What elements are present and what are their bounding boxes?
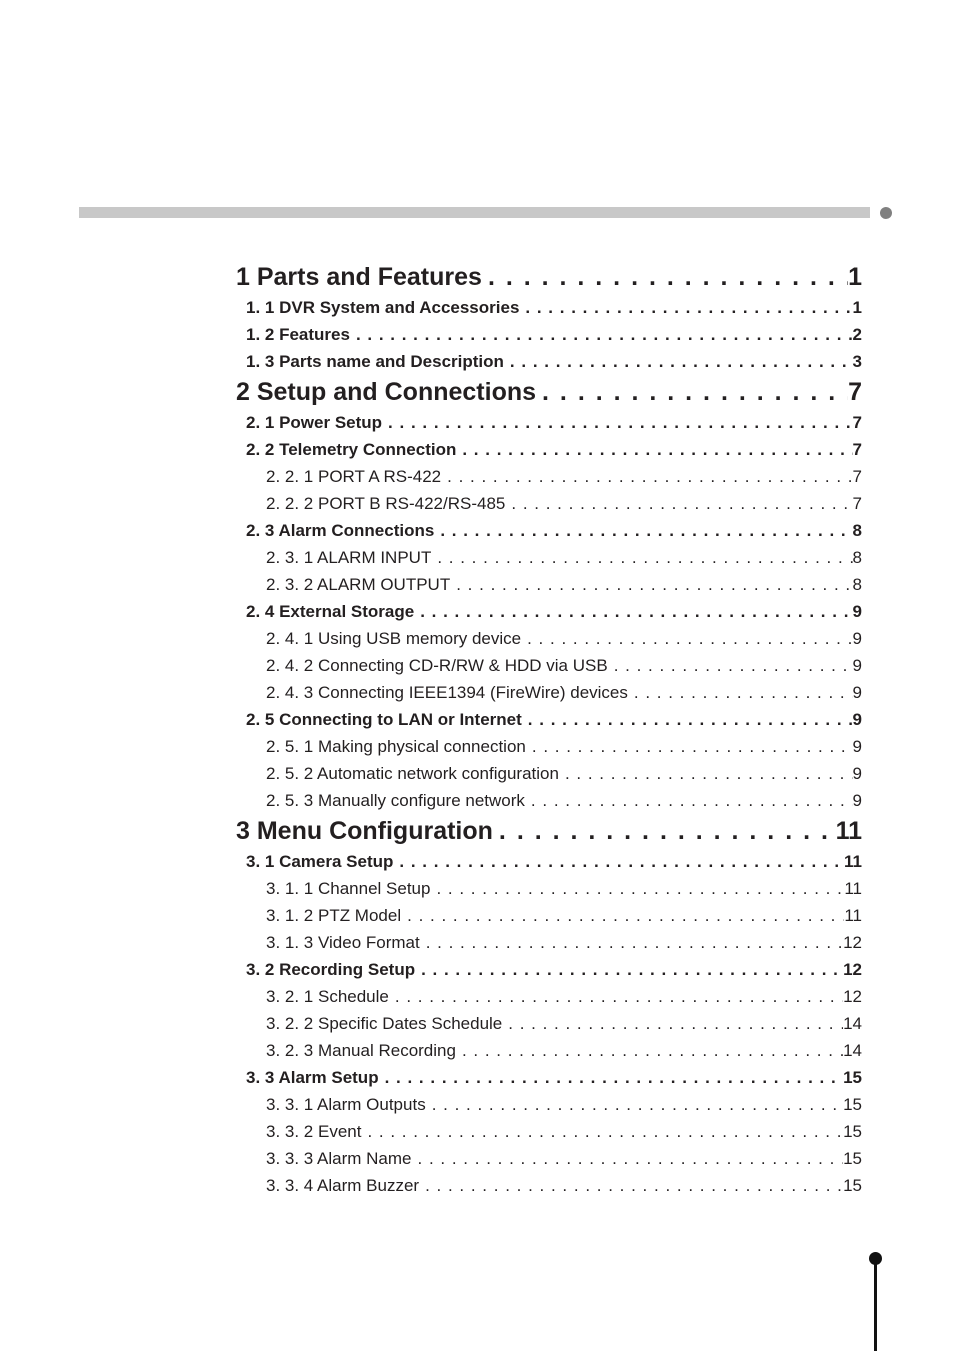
- toc-entry-level-3[interactable]: [236, 1118, 862, 1145]
- toc-entry-level-3[interactable]: [236, 787, 862, 814]
- dot-leader: [399, 848, 844, 875]
- toc-entry-level-3[interactable]: [236, 1037, 862, 1064]
- toc-entry-page-number: 15: [843, 1149, 862, 1168]
- toc-entry-page-number: 15: [843, 1068, 862, 1087]
- toc-entry-level-3[interactable]: [236, 625, 862, 652]
- toc-entry-page-number: 9: [852, 629, 862, 648]
- toc-entry-page-number: 9: [852, 764, 862, 783]
- toc-entry-title: 2. 4. 2 Connecting CD-R/RW & HDD via USB: [266, 656, 608, 675]
- toc-entry-page-number: 12: [843, 933, 862, 952]
- toc-entry-title: 1. 3 Parts name and Description: [246, 352, 504, 371]
- toc-entry-title: 3. 1 Camera Setup: [246, 852, 394, 871]
- dot-leader: [395, 983, 843, 1010]
- toc-entry-level-3[interactable]: [236, 463, 862, 490]
- table-of-contents: [236, 262, 862, 1199]
- dot-leader: [420, 598, 852, 625]
- toc-entry-page-number: 9: [852, 683, 862, 702]
- toc-entry-level-2[interactable]: [236, 348, 862, 375]
- toc-entry-page-number: 8: [852, 548, 862, 567]
- dot-leader: [456, 571, 852, 598]
- toc-entry-level-3[interactable]: [236, 760, 862, 787]
- toc-entry-level-3[interactable]: [236, 571, 862, 598]
- toc-entry-level-2[interactable]: [236, 598, 862, 625]
- dot-leader: [634, 679, 853, 706]
- toc-entry-title: 2. 2. 2 PORT B RS-422/RS-485: [266, 494, 506, 513]
- dot-leader: [528, 706, 853, 733]
- dot-leader: [488, 262, 848, 292]
- dot-leader: [385, 1064, 843, 1091]
- toc-entry-level-2[interactable]: [236, 321, 862, 348]
- toc-entry-title: 2. 4. 1 Using USB memory device: [266, 629, 522, 648]
- toc-entry-title: 2. 5. 3 Manually configure network: [266, 791, 525, 810]
- toc-entry-page-number: 9: [852, 710, 862, 729]
- toc-entry-page-number: 14: [843, 1041, 862, 1060]
- toc-entry-title: 2. 5 Connecting to LAN or Internet: [246, 710, 522, 729]
- toc-entry-level-2[interactable]: [236, 409, 862, 436]
- toc-entry-level-3[interactable]: [236, 929, 862, 956]
- toc-entry-level-3[interactable]: [236, 1145, 862, 1172]
- toc-entry-level-1[interactable]: [236, 377, 862, 407]
- toc-entry-title: 3. 3. 3 Alarm Name: [266, 1149, 412, 1168]
- dot-leader: [511, 490, 852, 517]
- toc-entry-title: 2. 5. 2 Automatic network configuration: [266, 764, 559, 783]
- toc-entry-title: 3 Menu Configuration: [236, 817, 493, 845]
- dot-leader: [462, 1037, 843, 1064]
- toc-entry-level-3[interactable]: [236, 1172, 862, 1199]
- toc-entry-title: 2. 5. 1 Making physical connection: [266, 737, 526, 756]
- toc-entry-title: 3. 2. 3 Manual Recording: [266, 1041, 456, 1060]
- dot-leader: [407, 902, 844, 929]
- header-rule: [79, 207, 870, 218]
- toc-entry-page-number: 15: [843, 1176, 862, 1195]
- dot-leader: [356, 321, 853, 348]
- toc-entry-page-number: 15: [843, 1095, 862, 1114]
- toc-entry-page-number: 7: [848, 378, 862, 406]
- dot-leader: [614, 652, 853, 679]
- toc-entry-title: 2. 3. 1 ALARM INPUT: [266, 548, 432, 567]
- toc-entry-page-number: 11: [835, 817, 862, 845]
- dot-leader: [436, 875, 844, 902]
- dot-leader: [418, 1145, 844, 1172]
- dot-leader: [440, 517, 852, 544]
- dot-leader: [531, 787, 853, 814]
- dot-leader: [426, 929, 843, 956]
- toc-entry-title: 3. 1. 1 Channel Setup: [266, 879, 431, 898]
- toc-entry-page-number: 11: [844, 852, 862, 871]
- toc-entry-level-2[interactable]: [236, 436, 862, 463]
- dot-leader: [388, 409, 852, 436]
- toc-entry-title: 3. 3. 1 Alarm Outputs: [266, 1095, 426, 1114]
- toc-entry-level-3[interactable]: [236, 1010, 862, 1037]
- toc-entry-level-2[interactable]: [236, 1064, 862, 1091]
- toc-entry-page-number: 7: [852, 494, 862, 513]
- toc-entry-page-number: 1: [848, 263, 862, 291]
- toc-entry-page-number: 11: [844, 879, 862, 898]
- toc-entry-title: 3. 1. 3 Video Format: [266, 933, 420, 952]
- toc-entry-level-3[interactable]: [236, 875, 862, 902]
- toc-entry-title: 2. 2 Telemetry Connection: [246, 440, 457, 459]
- toc-entry-title: 3. 2. 1 Schedule: [266, 987, 389, 1006]
- toc-entry-level-3[interactable]: [236, 544, 862, 571]
- dot-leader: [421, 956, 843, 983]
- toc-entry-title: 2. 4. 3 Connecting IEEE1394 (FireWire) devices: [266, 683, 628, 702]
- toc-entry-page-number: 7: [852, 440, 862, 459]
- toc-entry-page-number: 2: [852, 325, 862, 344]
- toc-entry-level-3[interactable]: [236, 902, 862, 929]
- dot-leader: [532, 733, 853, 760]
- dot-leader: [525, 294, 852, 321]
- toc-entry-level-3[interactable]: [236, 679, 862, 706]
- toc-entry-title: 2. 2. 1 PORT A RS-422: [266, 467, 442, 486]
- toc-entry-page-number: 14: [843, 1014, 862, 1033]
- toc-entry-page-number: 1: [852, 298, 862, 317]
- toc-entry-level-2[interactable]: [236, 956, 862, 983]
- dot-leader: [542, 377, 848, 407]
- toc-entry-title: 3. 2 Recording Setup: [246, 960, 416, 979]
- toc-entry-page-number: 9: [852, 737, 862, 756]
- toc-entry-page-number: 7: [852, 413, 862, 432]
- dot-leader: [510, 348, 853, 375]
- toc-entry-title: 1 Parts and Features: [236, 263, 482, 291]
- toc-entry-title: 3. 1. 2 PTZ Model: [266, 906, 402, 925]
- toc-entry-page-number: 8: [852, 575, 862, 594]
- toc-entry-title: 3. 3. 2 Event: [266, 1122, 362, 1141]
- toc-entry-level-3[interactable]: [236, 1091, 862, 1118]
- toc-entry-page-number: 7: [852, 467, 862, 486]
- toc-entry-title: 2. 1 Power Setup: [246, 413, 383, 432]
- toc-entry-page-number: 12: [843, 987, 862, 1006]
- header-dot: [880, 207, 892, 219]
- toc-entry-title: 1. 1 DVR System and Accessories: [246, 298, 520, 317]
- toc-entry-page-number: 12: [843, 960, 862, 979]
- toc-entry-level-2[interactable]: [236, 294, 862, 321]
- dot-leader: [565, 760, 853, 787]
- toc-entry-page-number: 9: [852, 656, 862, 675]
- toc-entry-title: 3. 3. 4 Alarm Buzzer: [266, 1176, 420, 1195]
- dot-leader: [462, 436, 852, 463]
- toc-entry-page-number: 11: [844, 906, 862, 925]
- toc-entry-level-1[interactable]: [236, 262, 862, 292]
- toc-entry-title: 3. 3 Alarm Setup: [246, 1068, 379, 1087]
- toc-entry-title: 2 Setup and Connections: [236, 378, 537, 406]
- toc-entry-level-2[interactable]: [236, 517, 862, 544]
- page-edge-line: [874, 1260, 877, 1351]
- toc-entry-title: 3. 2. 2 Specific Dates Schedule: [266, 1014, 503, 1033]
- toc-entry-title: 2. 3 Alarm Connections: [246, 521, 435, 540]
- toc-entry-page-number: 9: [852, 602, 862, 621]
- toc-entry-page-number: 8: [852, 521, 862, 540]
- dot-leader: [499, 816, 836, 846]
- toc-entry-page-number: 9: [852, 791, 862, 810]
- toc-entry-title: 2. 3. 2 ALARM OUTPUT: [266, 575, 451, 594]
- toc-entry-title: 1. 2 Features: [246, 325, 350, 344]
- dot-leader: [527, 625, 852, 652]
- dot-leader: [425, 1172, 843, 1199]
- toc-entry-level-3[interactable]: [236, 733, 862, 760]
- dot-leader: [508, 1010, 843, 1037]
- toc-entry-level-3[interactable]: [236, 983, 862, 1010]
- dot-leader: [447, 463, 852, 490]
- dot-leader: [367, 1118, 843, 1145]
- toc-entry-level-3[interactable]: [236, 490, 862, 517]
- toc-entry-page-number: 3: [852, 352, 862, 371]
- toc-entry-level-2[interactable]: [236, 848, 862, 875]
- toc-entry-level-2[interactable]: [236, 706, 862, 733]
- dot-leader: [437, 544, 852, 571]
- toc-entry-level-1[interactable]: [236, 816, 862, 846]
- toc-entry-page-number: 15: [843, 1122, 862, 1141]
- toc-entry-level-3[interactable]: [236, 652, 862, 679]
- dot-leader: [432, 1091, 843, 1118]
- toc-entry-title: 2. 4 External Storage: [246, 602, 415, 621]
